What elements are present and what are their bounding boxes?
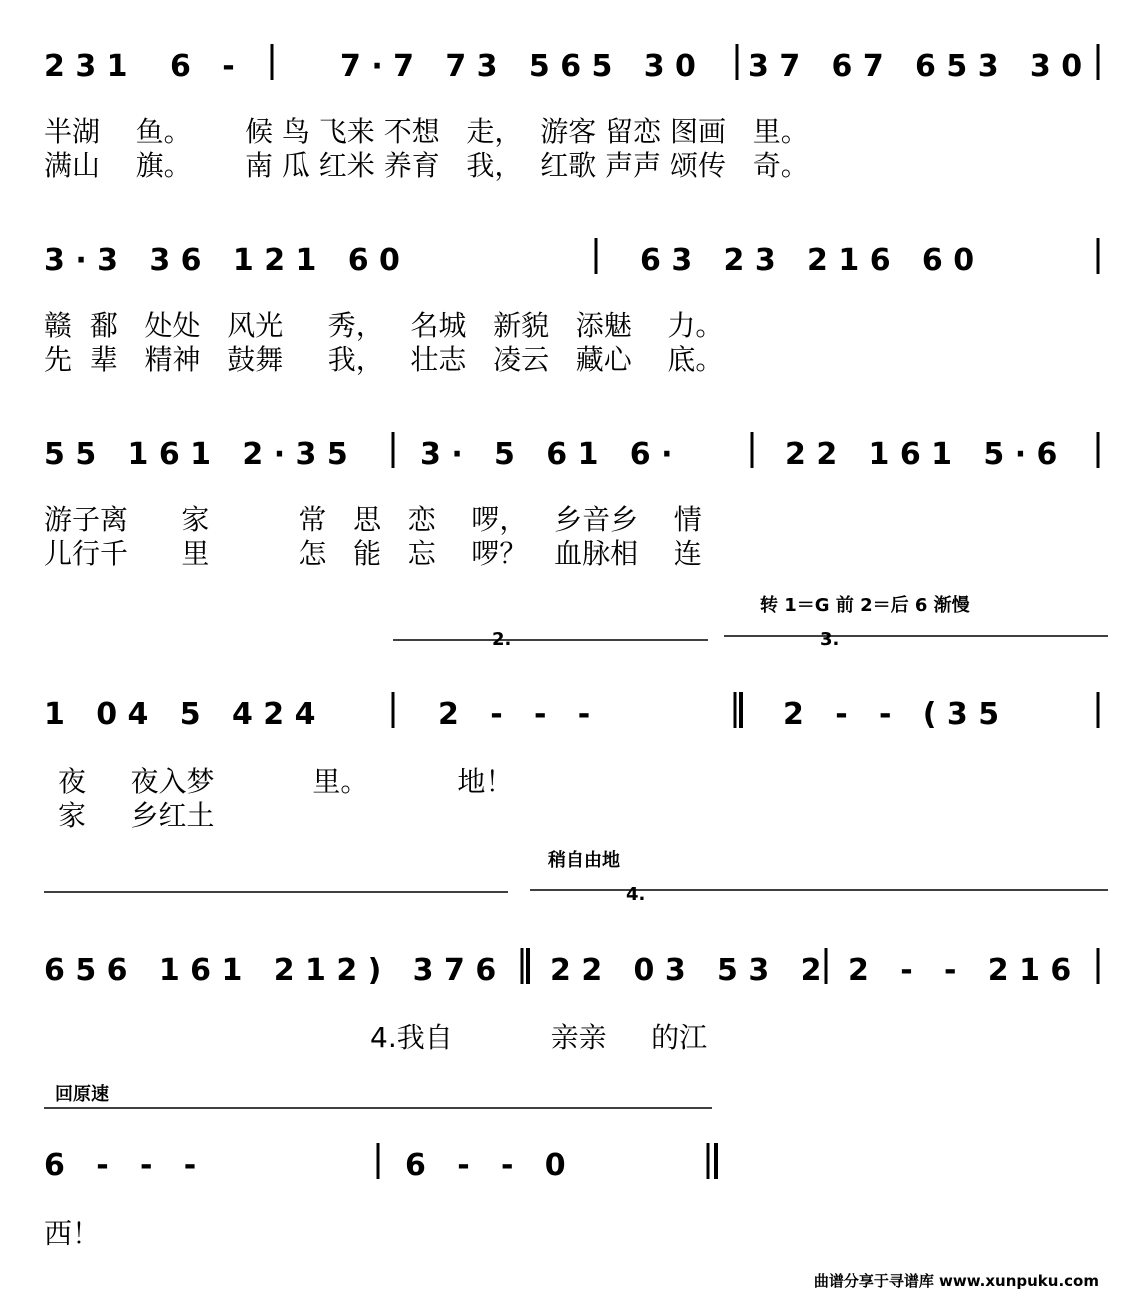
volta-3-label: 3. — [820, 629, 840, 650]
lyric-row-6: 西！ — [44, 1217, 101, 1250]
measure-row5-3: 2 - - 2 1 6 — [848, 953, 1072, 988]
measure-row6-1: 6 - - - — [44, 1148, 197, 1183]
lyric-row-1-verse-1: 半湖 鱼。 候 鸟 飞来 不想 走， 游客 留恋 图画 里。 — [44, 115, 809, 148]
measure-row1-1: 2 3 1 — [44, 49, 128, 84]
measure-row3-1: 5 5 1 6 1 2 · 3 5 — [44, 437, 348, 472]
lyric-row-4-verse-1: 夜 夜入梦 里。 地！ — [58, 765, 514, 798]
measure-row4-2: 2 - - - — [438, 697, 591, 732]
measure-row6-2: 6 - - 0 — [405, 1148, 566, 1183]
measure-row4-3: 2 - - ( 3 5 — [783, 697, 1000, 732]
measure-row5-2: 2 2 0 3 5 3 2 — [550, 953, 822, 988]
watermark: 曲谱分享于寻谱库 www.xunpuku.com — [813, 1272, 1099, 1290]
measure-row1-2: 6 - — [170, 49, 235, 84]
modulation-annotation: 转 1＝G 前 2＝后 6 渐慢 — [760, 595, 970, 616]
volta-2-label: 2. — [492, 629, 512, 650]
lyric-row-2-verse-1: 赣 鄱 处处 风光 秀， 名城 新貌 添魅 力。 — [44, 309, 724, 342]
lyric-row-1-verse-2: 满山 旗。 南 瓜 红米 养育 我， 红歌 声声 颂传 奇。 — [44, 149, 809, 182]
free-tempo-annotation: 稍自由地 — [548, 850, 620, 871]
measure-row1-4: 3 7 6 7 6 5 3 3 0 — [748, 49, 1083, 84]
lyric-row-4-verse-2: 家 乡红土 — [58, 799, 215, 832]
measure-row3-2: 3 · 5 6 1 6 · — [420, 437, 673, 472]
measure-row3-3: 2 2 1 6 1 5 · 6 — [785, 437, 1058, 472]
lyric-row-2-verse-2: 先 辈 精神 鼓舞 我， 壮志 凌云 藏心 底。 — [44, 343, 724, 376]
lyric-row-5: 4.我自 亲亲 的江 — [370, 1021, 708, 1054]
measure-row4-1: 1 0 4 5 4 2 4 — [44, 697, 316, 732]
tempo-back-annotation: 回原速 — [55, 1084, 109, 1105]
measure-row5-1: 6 5 6 1 6 1 2 1 2 ) 3 7 6 — [44, 953, 497, 988]
jianpu-notes — [44, 49, 1082, 1183]
measure-row2-2: 6 3 2 3 2 1 6 6 0 — [640, 243, 975, 278]
measure-row2-1: 3 · 3 3 6 1 2 1 6 0 — [44, 243, 400, 278]
lyric-row-3-verse-2: 儿行千 里 怎 能 忘 啰？ 血脉相 连 — [44, 537, 702, 570]
measure-row1-3: 7 · 7 7 3 5 6 5 3 0 — [340, 49, 696, 84]
volta-4-label: 4. — [626, 884, 646, 905]
lyric-row-3-verse-1: 游子离 家 常 思 恋 啰， 乡音乡 情 — [44, 503, 702, 536]
